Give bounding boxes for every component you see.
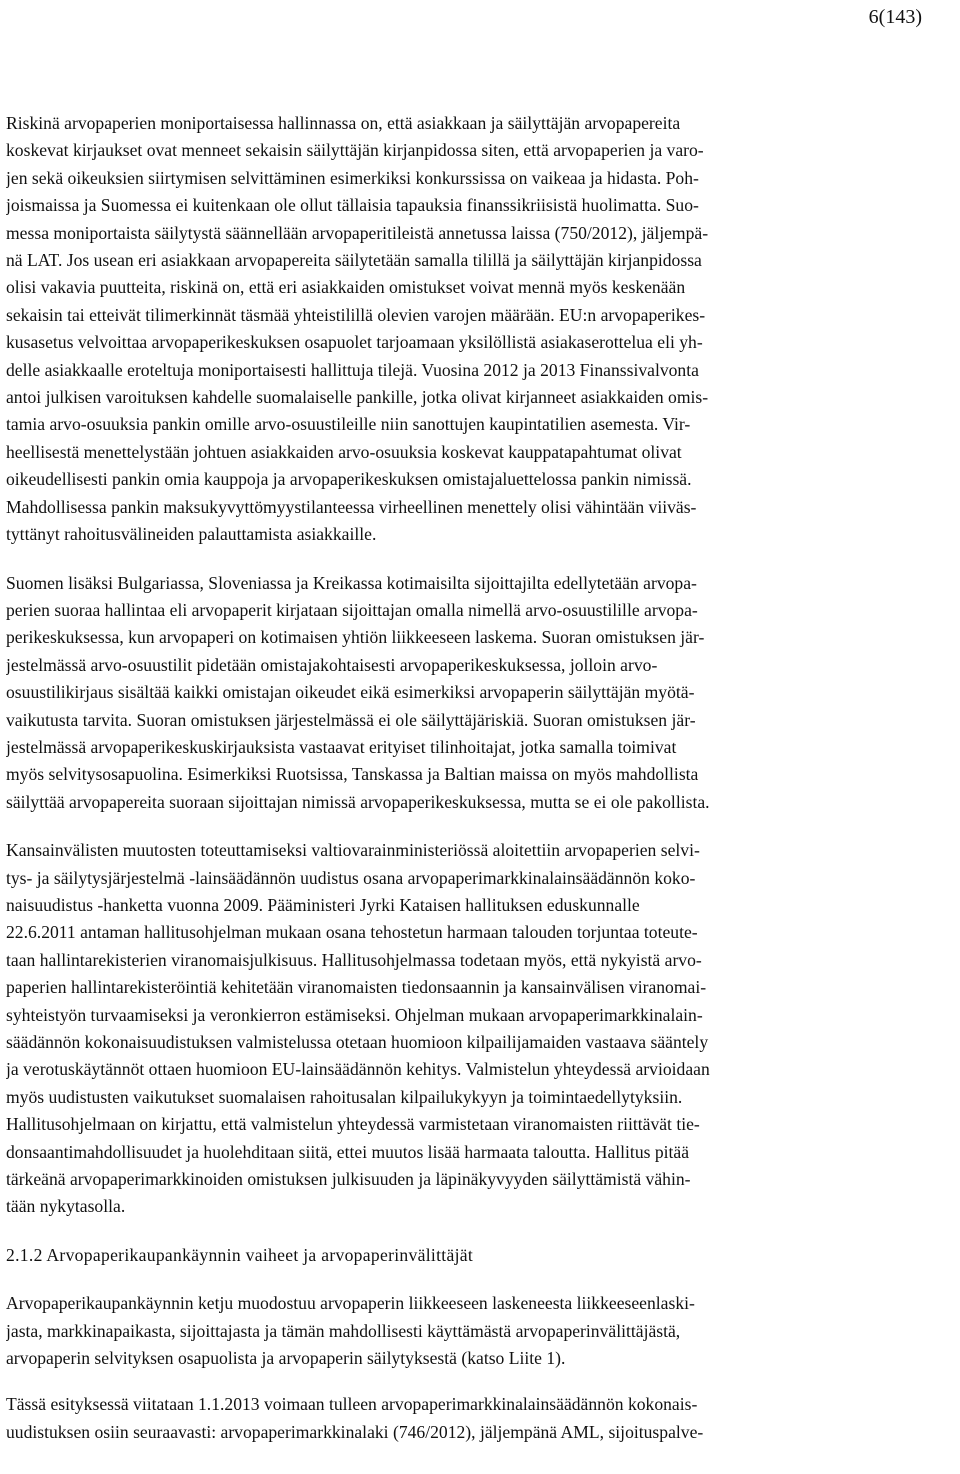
text-line: perien suoraa hallintaa eli arvopaperit kirjataan sijoittajan omalla nimellä arvo-osuustilille arvopa- [6,599,698,620]
paragraph-gap [6,1372,954,1391]
text-line: olisi vakavia puutteita, riskinä on, että eri asiakkaiden omistukset voivat mennä myös keskenään [6,277,686,298]
text-line: oikeudellisesti pankin omia kauppoja ja arvopaperikeskuksen omistajaluettelossa pankin nimissä. [6,469,692,490]
text-line: joismaissa ja Suomessa ei kuitenkaan ole ollut tällaisia tapauksia finanssikriisistä huolimatta. Suo- [6,195,699,216]
text-line: syhteistyön turvaamiseksi ja veronkierron estämiseksi. Ohjelman mukaan arvopaperimarkkinalain- [6,1004,703,1025]
text-line: tys- ja säilytysjärjestelmä -lainsäädännön uudistus osana arvopaperimarkkinalainsäädännön koko- [6,867,696,888]
text-line: paperien hallintarekisteröintiä kehitetään viranomaisten tiedonsaannin ja kansainvälisen viranomai- [6,977,707,998]
text-line: Arvopaperikaupankäynnin ketju muodostuu arvopaperin liikkeeseen laskeneesta liikkeeseenlaski- [6,1293,695,1314]
body-text [6,110,954,1446]
text-line: jen sekä oikeuksien siirtymisen selvittäminen esimerkiksi konkurssissa on vaikeaa ja hidasta. Poh- [6,167,699,188]
text-line: tamia arvo-osuuksia pankin omille arvo-osuustileille niin sanottujen kaupintatilien asemesta. Vir- [6,414,691,435]
text-line: tärkeänä arvopaperimarkkinoiden omistuksen julkisuuden ja läpinäkyvyyden säilyttämistä vähin- [6,1169,691,1190]
text-line: Tässä esityksessä viitataan 1.1.2013 voimaan tulleen arvopaperimarkkinalainsäädännön kokonais- [6,1394,698,1415]
text-line: kusasetus velvoittaa arvopaperikeskuksen osapuolet tarjoamaan yksilöllistä asiakaserottelua eli yh- [6,332,703,353]
page-number: 6(143) [868,6,922,28]
text-line: perikeskuksessa, kun arvopaperi on kotimaisen yhtiön liikkeeseen laskema. Suoran omistuksen jär- [6,627,705,648]
text-line: myös uudistusten vaikutukset suomalaisen rahoitusalan kilpailukykyyn ja toimintaedellytyksiin. [6,1086,683,1107]
section-heading: 2.1.2 Arvopaperikaupankäynnin vaiheet ja arvopaperinvälittäjät [6,1244,474,1265]
paragraph-gap [6,1221,954,1242]
text-line: uudistuksen osiin seuraavasti: arvopaperimarkkinalaki (746/2012), jäljempänä AML, sijoituspalve- [6,1421,704,1442]
text-line: Hallitusohjelmaan on kirjattu, että valmistelun yhteydessä varmistetaan viranomaisten riittävät tie- [6,1114,700,1135]
text-line: jestelmässä arvopaperikeskuskirjauksista vastaavat erityiset tilinhoitajat, jotka samalla toimivat [6,736,677,757]
text-line: sekaisin tai etteivät tilimerkinnät täsmää yhteistilillä olevien varojen määrään. EU:n arvopaperikes- [6,304,706,325]
text-line: Suomen lisäksi Bulgariassa, Sloveniassa ja Kreikassa kotimaisilta sijoittajilta edellytetään arvopa- [6,572,697,593]
text-line: Kansainvälisten muutosten toteuttamiseksi valtiovarainministeriössä aloitettiin arvopaperien selvi- [6,840,700,861]
text-line: osuustilikirjaus sisältää kaikki omistajan oikeudet eikä esimerkiksi arvopaperin säilyttäjän myötä- [6,682,695,703]
paragraph-gap [6,549,954,570]
paragraph-reform [6,837,954,1221]
text-line: Mahdollisessa pankin maksukyvyttömyystilanteessa virheellinen menettely olisi vähintään viiväs- [6,496,697,517]
text-line: tään nykytasolla. [6,1196,126,1217]
text-line: jestelmässä arvo-osuustilit pidetään omistajakohtaisesti arvopaperikeskuksessa, jolloin arvo- [6,654,658,675]
text-line: naisuudistus -hanketta vuonna 2009. Pääministeri Jyrki Kataisen hallituksen eduskunnalle [6,894,640,915]
paragraph-risk [6,110,954,549]
text-line: säilyttää arvopapereita suoraan sijoittajan nimissä arvopaperikeskuksessa, mutta se ei ole pakollista. [6,791,710,812]
text-line: myös selvitysosapuolina. Esimerkiksi Ruotsissa, Tanskassa ja Baltian maissa on myös mahdollista [6,764,699,785]
text-line: tyttänyt rahoitusvälineiden palauttamista asiakkaille. [6,524,377,545]
paragraph-references [6,1391,954,1446]
text-line: vaikutusta tarvita. Suoran omistuksen järjestelmässä ei ole säilyttäjäriskiä. Suoran omistuksen jär- [6,709,696,730]
paragraph-gap [6,1269,954,1290]
text-line: messa moniportaista säilytystä säännellään arvopaperitileistä annetussa laissa (750/2012), jäljempä- [6,222,709,243]
text-line: donsaantimahdollisuudet ja huolehditaan siitä, ettei muutos lisää harmaata taloutta. Hallitus pitää [6,1141,690,1162]
text-line: taan hallintarekisterien viranomaisjulkisuus. Hallitusohjelmassa todetaan myös, että nykyistä arvo- [6,949,702,970]
text-line: heellisestä menettelystään johtuen asiakkaiden arvo-osuuksia koskevat kauppatapahtumat olivat [6,441,682,462]
text-line: antoi julkisen varoituksen kahdelle suomalaiselle pankille, jotka olivat kirjanneet asiakkaiden omis- [6,387,709,408]
text-line: jasta, markkinapaikasta, sijoittajasta ja tämän mahdollisesti käyttämästä arvopaperinvälittäjästä, [6,1320,681,1341]
text-line: säädännön kokonaisuudistuksen valmistelussa otetaan huomioon kilpailijamaiden vastaava sääntely [6,1032,709,1052]
text-line: 22.6.2011 antaman hallitusohjelman mukaan osana tehostetun harmaan talouden torjuntaa toteute- [6,922,698,943]
text-line: arvopaperin selvityksen osapuolista ja arvopaperin säilytyksestä (katso Liite 1). [6,1348,566,1369]
text-line: Riskinä arvopaperien moniportaisessa hallinnassa on, että asiakkaan ja säilyttäjän arvopapereita [6,113,681,133]
text-line: nä LAT. Jos usean eri asiakkaan arvopapereita säilytetään samalla tilillä ja säilyttäjän kirjanpidossa [6,250,702,271]
paragraph-direct-holding [6,570,954,817]
paragraph-trading-chain [6,1290,954,1372]
paragraph-gap [6,816,954,837]
text-line: delle asiakkaalle eroteltuja moniportaisesti hallittuja tilejä. Vuosina 2012 ja 2013 Finanssivalvonta [6,359,699,380]
text-line: ja verotuskäytännöt ottaen huomioon EU-lainsäädännön kehitys. Valmistelun yhteydessä arvioidaan [6,1059,710,1080]
text-line: koskevat kirjaukset ovat menneet sekaisin säilyttäjän kirjanpidossa siten, että arvopaperien ja varo- [6,140,704,161]
